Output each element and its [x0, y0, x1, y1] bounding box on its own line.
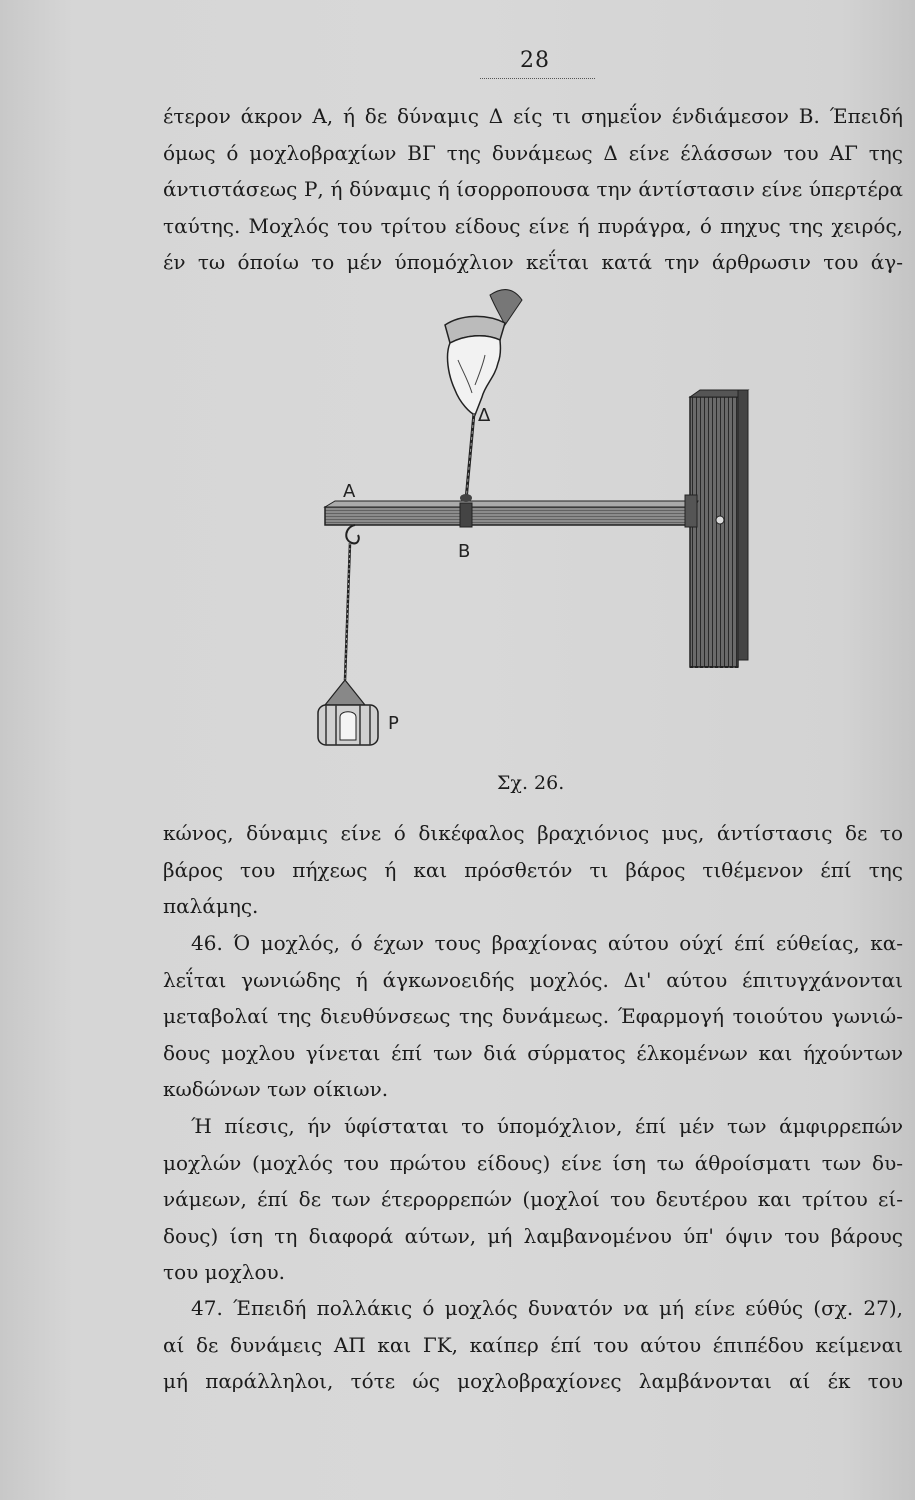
- hanging-weight: [318, 525, 378, 745]
- hand-drawing: [445, 290, 522, 415]
- text-line: όμως ό μοχλοβραχίων ΒΓ της δυνάμεως Δ είνε έλάσσων του ΑΓ της: [163, 140, 903, 165]
- text-line: έτερον άκρον Α, ή δε δύναμις Δ είς τι σημεΐον ένδιάμεσον Β. Έπειδή: [163, 104, 903, 128]
- text-line: έν τω όποίω το μέν ύπομόχλιον κεΐται κατά την άρθρωσιν του άγ-: [163, 250, 903, 274]
- paragraph-continuation: [163, 815, 903, 925]
- text-line: μεταβολαί της διευθύνσεως της δυνάμεως. Έφαρμογή τοιούτου γωνιώ-: [163, 1004, 903, 1028]
- pull-cord: [460, 413, 474, 527]
- text-line: κωδώνων των οίκιων.: [163, 1077, 389, 1101]
- header-rule: [480, 78, 595, 79]
- paragraph-47: [163, 1290, 903, 1400]
- text-line: δους) ίση τη διαφορά αύτων, μή λαμβανομένου ύπ' όψιν του βάρους: [163, 1223, 903, 1248]
- text-line: βάρος του πήχεως ή και πρόσθετόν τι βάρος τιθέμενον έπί της: [163, 857, 903, 882]
- label-d: Δ: [478, 405, 491, 426]
- text-line: κώνος, δύναμις είνε ό δικέφαλος βραχιόνιος μυς, άντίστασις δε το: [163, 821, 903, 845]
- text-line: παλάμης.: [163, 894, 259, 918]
- text-line: μοχλών (μοχλός του πρώτου είδους) είνε ίση τω άθροίσματι των δυ-: [163, 1150, 903, 1175]
- paragraph-46: [163, 925, 903, 1108]
- text-line: του μοχλου.: [163, 1260, 286, 1284]
- text-line: 47. Έπειδή πολλάκις ό μοχλός δυνατόν να μή είνε εύθύς (σχ. 27),: [191, 1296, 903, 1320]
- lever-illustration: [300, 285, 750, 765]
- text-line: μή παράλληλοι, τότε ώς μοχλοβραχίονες λαμβάνονται αί έκ του: [163, 1369, 903, 1393]
- label-b: Β: [458, 541, 471, 562]
- label-a: Α: [343, 481, 356, 502]
- paragraph-top: [163, 98, 903, 281]
- page-number: 28: [520, 48, 550, 73]
- lever-rod: [325, 495, 698, 527]
- label-p: Ρ: [388, 713, 399, 734]
- text-line: Ή πίεσις, ήν ύφίσταται το ύπομόχλιον, έπί μέν των άμφιρρεπών: [191, 1114, 903, 1138]
- figure-caption: Σχ. 26.: [497, 772, 565, 794]
- text-line: λεΐται γωνιώδης ή άγκωνοειδής μοχλός. Δι' αύτου έπιτυγχάνονται: [163, 967, 903, 992]
- text-line: 46. Ό μοχλός, ό έχων τους βραχίονας αύτου ούχί έπί εύθείας, κα-: [191, 931, 903, 955]
- text-line: άντιστάσεως Ρ, ή δύναμις ή ίσορροπουσα την άντίστασιν είνε ύπερτέρα: [163, 177, 903, 201]
- paragraph-pressure: [163, 1108, 903, 1291]
- wall-post: [690, 390, 748, 667]
- text-line: ταύτης. Μοχλός του τρίτου είδους είνε ή πυράγρα, ό πηχυς της χειρός,: [163, 213, 903, 238]
- text-line: αί δε δυνάμεις ΑΠ και ΓΚ, καίπερ έπί του αύτου έπιπέδου κείμεναι: [163, 1332, 903, 1357]
- text-line: δους μοχλου γίνεται έπί των διά σύρματος έλκομένων και ήχούντων: [163, 1040, 903, 1065]
- lever-figure: [300, 285, 750, 765]
- text-line: νάμεων, έπί δε των έτερορρεπών (μοχλοί του δευτέρου και τρίτου εί-: [163, 1187, 903, 1211]
